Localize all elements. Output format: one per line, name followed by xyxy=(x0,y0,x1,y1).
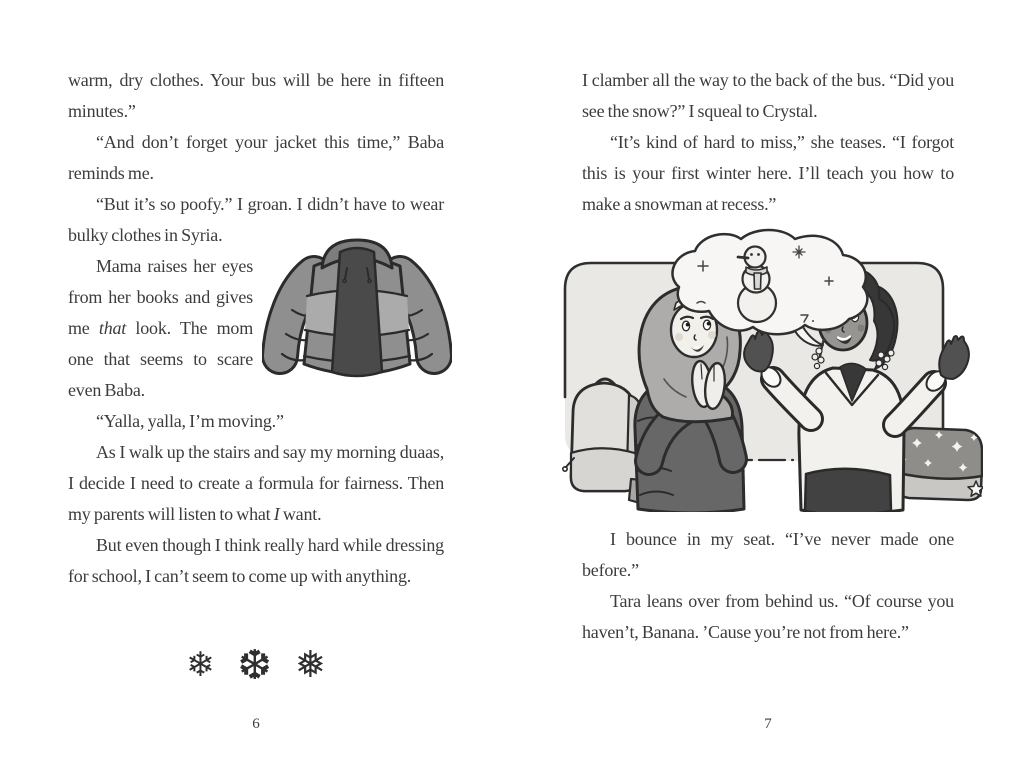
text-segment: look. The mom one that seems to scare even Baba. xyxy=(68,318,253,400)
italic-word: I xyxy=(273,504,280,524)
text-segment: want. xyxy=(279,504,322,524)
text-segment: Mama raises her eyes from her books and gives me xyxy=(68,256,253,338)
page-number: 6 xyxy=(252,716,260,732)
italic-word: that xyxy=(98,318,127,338)
snowflake-icon: ❆ xyxy=(237,640,272,689)
winter-jacket-illustration xyxy=(262,232,452,392)
bus-scene-illustration xyxy=(543,227,983,512)
snowflake-icon: ❄ xyxy=(185,644,215,685)
paragraph: warm, dry clothes. Your bus will be here in fifteen minutes.” xyxy=(68,70,444,121)
right-page-text-top xyxy=(582,57,954,220)
snowflake-icon: ❅ xyxy=(295,642,327,686)
paragraph: I clamber all the way to the back of the bus. “Did you see the snow?” I squeal to Crystal. xyxy=(582,70,954,121)
snowflake-divider xyxy=(68,640,444,689)
paragraph: Tara leans over from behind us. “Of course you haven’t, Banana. ’Cause you’re not from here.” xyxy=(582,591,954,642)
paragraph: “Yalla, yalla, I’m moving.” xyxy=(96,411,284,431)
paragraph: “And don’t forget your jacket this time,” Baba reminds me. xyxy=(68,132,444,183)
paragraph: But even though I think really hard while dressing for school, I can’t seem to come up with anything. xyxy=(68,535,444,586)
paragraph: “But it’s so poofy.” I groan. I didn’t have to wear bulky clothes in Syria. xyxy=(68,194,444,245)
left-page-text xyxy=(68,57,444,592)
text-segment: As I walk up the stairs and say my morning duaas, I decide I need to create a formula for fairness. Then my parents will listen to what xyxy=(68,442,444,524)
paragraph: “It’s kind of hard to miss,” she teases. “I forgot this is your first winter here. I’ll teach you how to make a snowman at recess.” xyxy=(582,132,954,214)
right-page-text-bottom xyxy=(582,524,954,648)
page-number: 7 xyxy=(764,716,772,732)
paragraph: I bounce in my seat. “I’ve never made one before.” xyxy=(582,529,954,580)
paragraph xyxy=(68,437,444,530)
backpack-illustration xyxy=(563,379,642,503)
paragraph xyxy=(68,251,253,406)
